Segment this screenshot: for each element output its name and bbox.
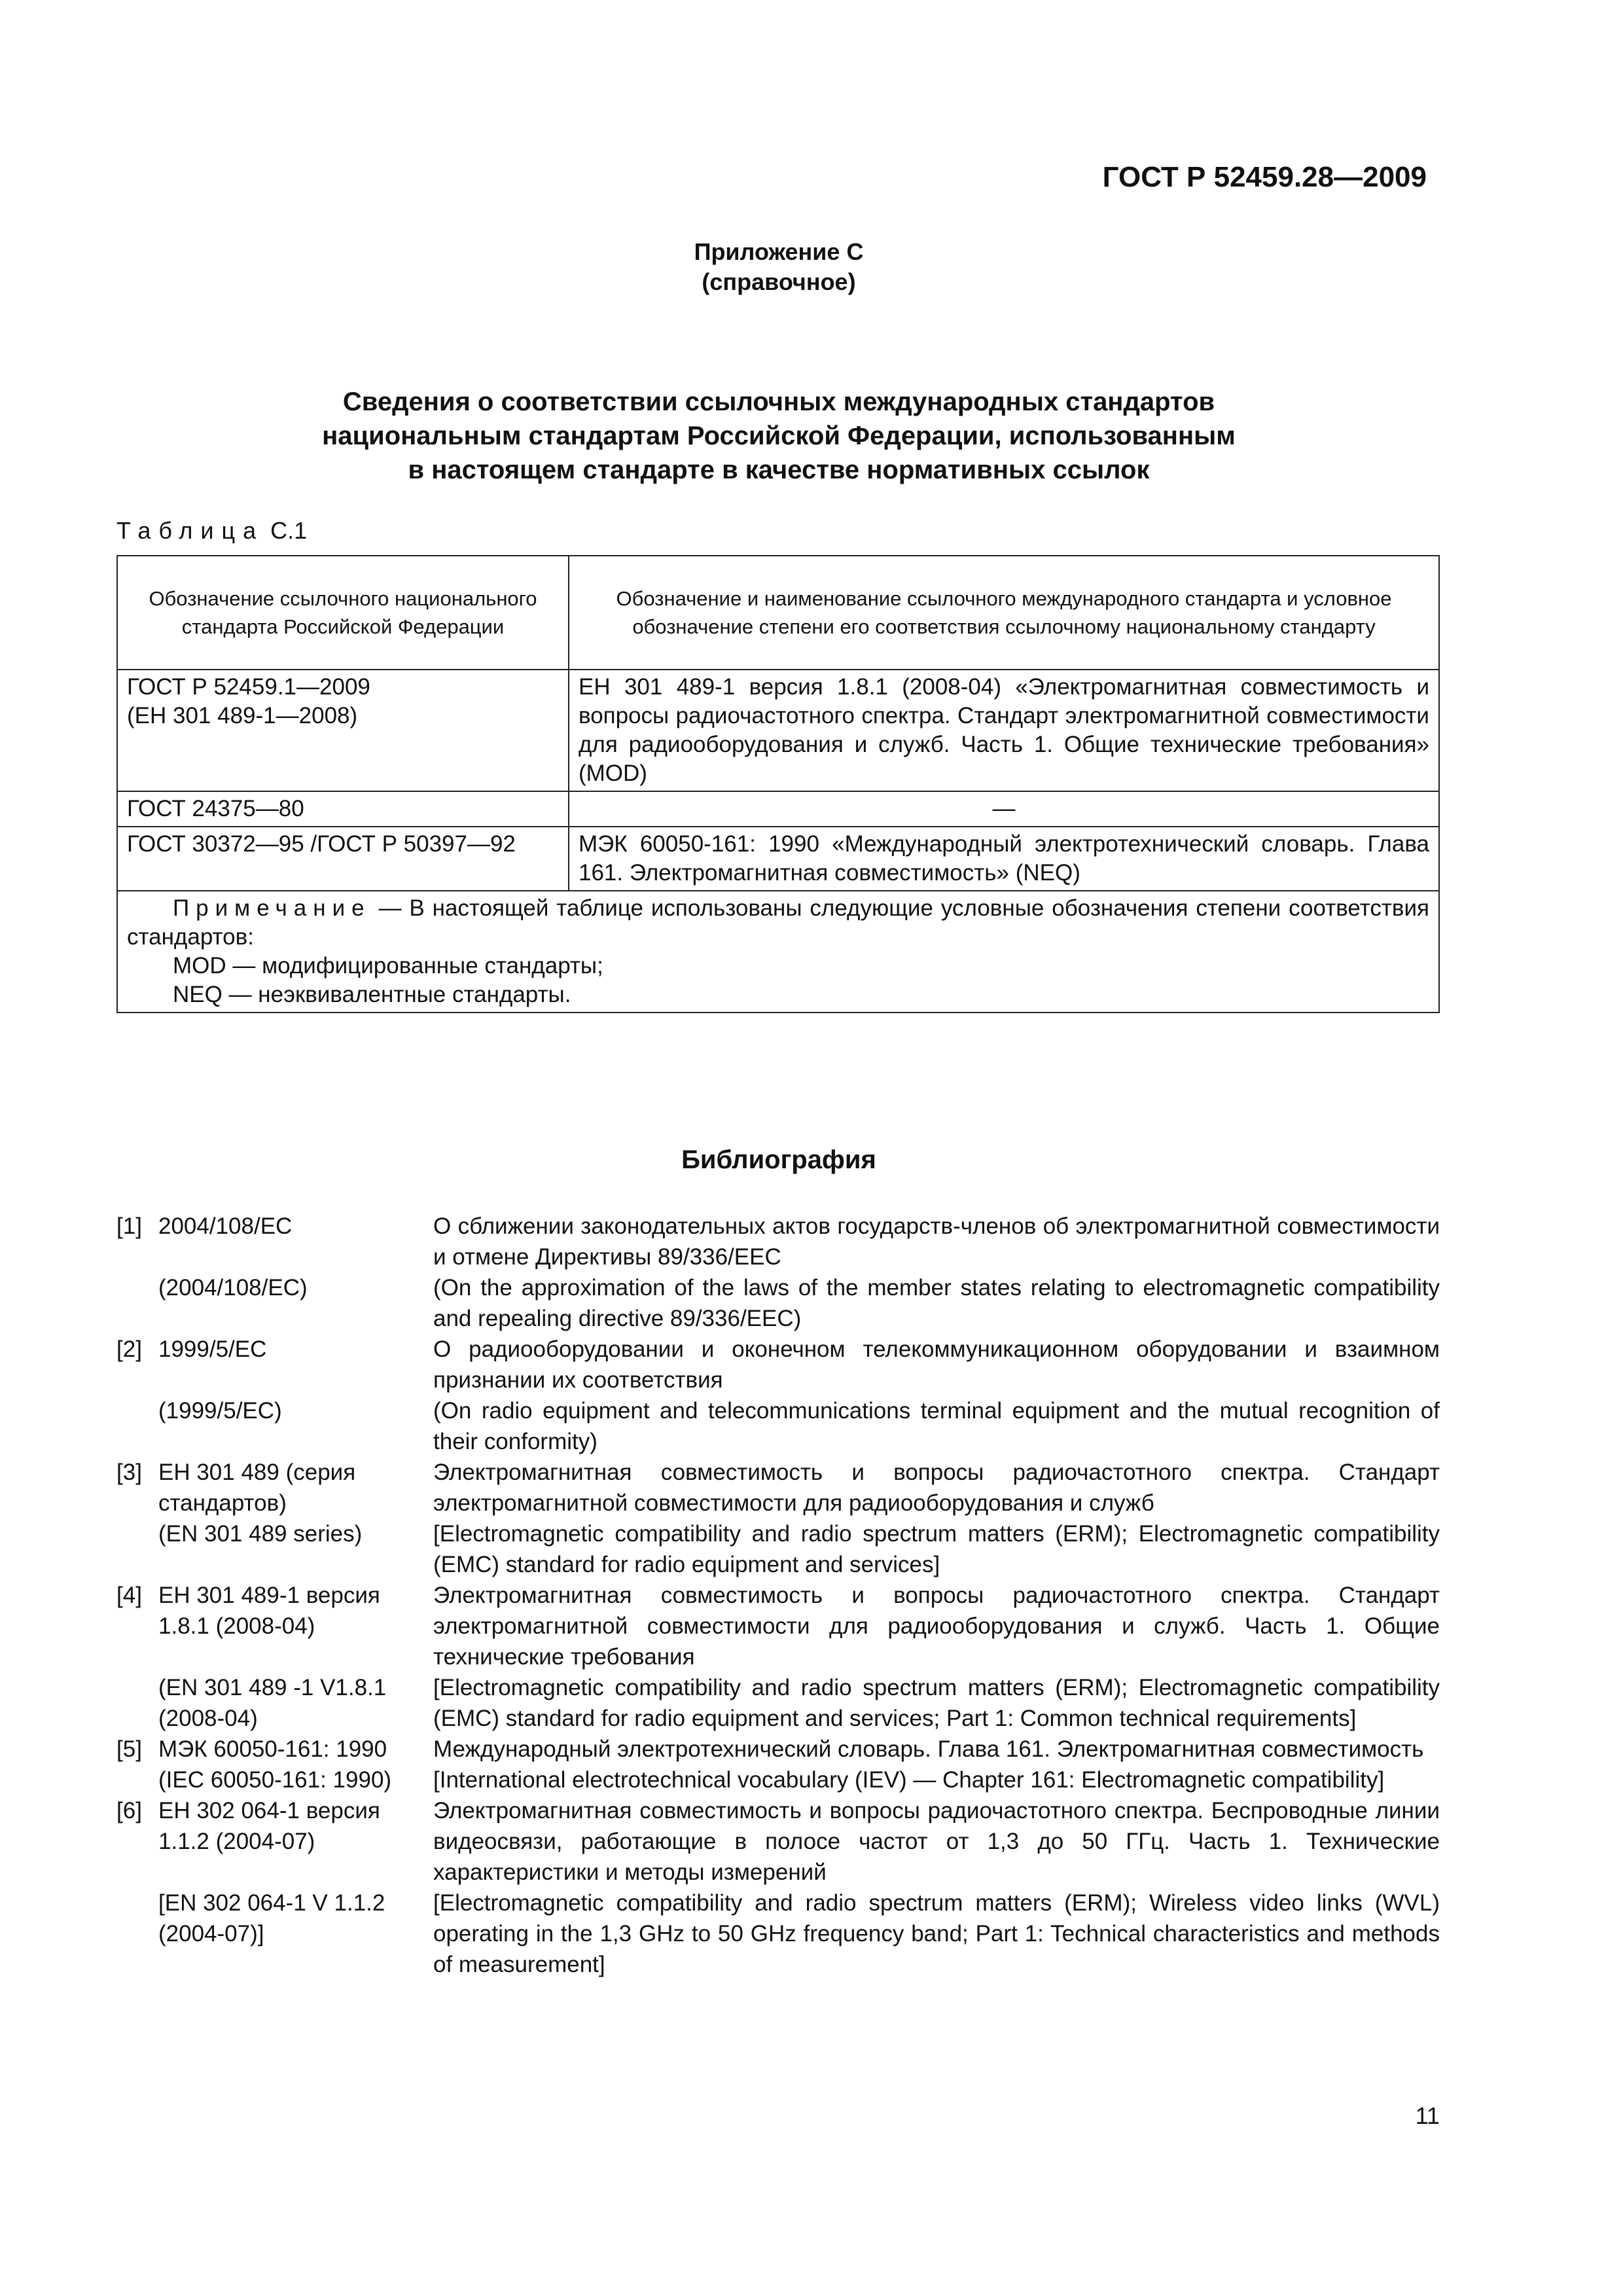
bibliography-entry-translation [116, 1272, 1440, 1334]
bib-title: Электромагнитная совместимость и вопросы радиочастотного спектра. Стандарт электромагнитной совместимости для радиооборудования и служб. Часть 1. Общие технические требования [433, 1583, 1440, 1670]
bib-number: [3] [116, 1460, 142, 1485]
note-item: MOD — модифицированные стандарты; [173, 953, 603, 978]
note-word: Примечание [173, 895, 371, 921]
bib-title-en: (On radio equipment and telecommunications terminal equipment and the mutual recognition of their conformity) [433, 1398, 1440, 1454]
bibliography-entry-translation [116, 1765, 1440, 1795]
bib-number: [6] [116, 1798, 142, 1823]
appendix-heading [0, 237, 1558, 297]
bib-title: Электромагнитная совместимость и вопросы радиочастотного спектра. Стандарт электромагнитной совместимости для радиооборудования и служб [433, 1460, 1440, 1516]
bib-title: О сближении законодательных актов государств-членов об электромагнитной совместимости и отмене Директивы 89/336/ЕЕС [433, 1213, 1440, 1270]
bib-code: 1999/5/ЕС [158, 1336, 267, 1362]
national-standard-cell [117, 670, 569, 791]
bibliography-entry [116, 1211, 1440, 1272]
section-title-line: в настоящем стандарте в качестве нормативных ссылок [408, 456, 1150, 484]
bib-code-en: (EN 301 489 -1 V1.8.1 (2008-04) [158, 1675, 387, 1731]
bibliography-entry [116, 1734, 1440, 1765]
section-title-line: Сведения о соответствии ссылочных международных стандартов [342, 387, 1215, 416]
bib-title-en: [Electromagnetic compatibility and radio spectrum matters (ERM); Wireless video links (WVL) operating in the 1,3 GHz to 50 GHz frequency band; Part 1: Technical characteristics and methods of measurement] [433, 1890, 1440, 1977]
bib-code-en: (IEC 60050-161: 1990) [158, 1767, 392, 1793]
table-row [117, 791, 1439, 827]
table-caption-number: С.1 [270, 517, 308, 544]
appendix-subtitle: (справочное) [702, 268, 856, 295]
bibliography-entry-translation [116, 1395, 1440, 1457]
bib-title-en: [Electromagnetic compatibility and radio spectrum matters (ERM); Electromagnetic compatibility (EMC) standard for radio equipment and services] [433, 1521, 1440, 1577]
bibliography-entry-translation [116, 1672, 1440, 1734]
table-caption [116, 517, 307, 545]
bib-title: Электромагнитная совместимость и вопросы радиочастотного спектра. Беспроводные линии видеосвязи, работающие в полосе частот от 1,3 до 50 ГГц. Часть 1. Технические характеристики и методы измерений [433, 1798, 1440, 1885]
bib-number: [4] [116, 1583, 142, 1608]
bib-number: [5] [116, 1736, 142, 1762]
bibliography-entry [116, 1795, 1440, 1888]
bibliography-title: Библиография [681, 1145, 876, 1174]
table-row [117, 827, 1439, 891]
national-standard-code: (ЕН 301 489-1—2008) [127, 703, 358, 728]
bib-code: ЕН 302 064-1 версия 1.1.2 (2004-07) [158, 1798, 380, 1854]
table-header-cell: Обозначение ссылочного национального стандарта Российской Федерации [117, 556, 569, 670]
bibliography-entry [116, 1457, 1440, 1518]
bib-number: [2] [116, 1336, 142, 1362]
table-note [117, 891, 1439, 1013]
document-number: ГОСТ Р 52459.28—2009 [1102, 161, 1427, 193]
national-standard-cell: ГОСТ 24375—80 [117, 791, 569, 827]
bib-code: ЕН 301 489 (серия стандартов) [158, 1460, 356, 1516]
bib-title: О радиооборудовании и оконечном телекоммуникационном оборудовании и взаимном признании их соответствия [433, 1336, 1440, 1393]
bib-title: Международный электротехнический словарь. Глава 161. Электромагнитная совместимость [433, 1736, 1424, 1762]
note-body: — В настоящей таблице использованы следующие условные обозначения степени соответствия стандартов: [127, 895, 1429, 950]
international-standard-cell: ЕН 301 489-1 версия 1.8.1 (2008-04) «Электромагнитная совместимость и вопросы радиочастотного спектра. Стандарт электромагнитной совместимости для радиооборудования и служб. Часть 1. Общие технические требования» (MOD) [569, 670, 1439, 791]
bib-code: МЭК 60050-161: 1990 [158, 1736, 387, 1762]
bib-code-en: (1999/5/EC) [158, 1398, 282, 1424]
national-standard-code: ГОСТ Р 52459.1—2009 [127, 674, 370, 700]
note-text [127, 894, 1429, 952]
national-standard-cell: ГОСТ 30372—95 /ГОСТ Р 50397—92 [117, 827, 569, 891]
international-standard-cell: МЭК 60050-161: 1990 «Международный электротехнический словарь. Глава 161. Электромагнитная совместимость» (NEQ) [569, 827, 1439, 891]
bib-code: ЕН 301 489-1 версия 1.8.1 (2008-04) [158, 1583, 380, 1639]
section-title-line: национальным стандартам Российской Федерации, использованным [322, 422, 1236, 450]
bib-number: [1] [116, 1213, 142, 1239]
table-header-cell: Обозначение и наименование ссылочного международного стандарта и условное обозначение степени его соответствия ссылочному национальному стандарту [569, 556, 1439, 670]
bib-code-en: (2004/108/EC) [158, 1275, 308, 1300]
bib-title-en: (On the approximation of the laws of the member states relating to electromagnetic compatibility and repealing directive 89/336/EEC) [433, 1275, 1440, 1331]
correspondence-table [116, 555, 1440, 1013]
table-header-row [117, 556, 1439, 670]
bib-title-en: [Electromagnetic compatibility and radio spectrum matters (ERM); Electromagnetic compatibility (EMC) standard for radio equipment and services; Part 1: Common technical requirements] [433, 1675, 1440, 1731]
bibliography-list [116, 1211, 1440, 1980]
bibliography-entry-translation [116, 1518, 1440, 1580]
table-caption-word: Таблица [116, 517, 264, 544]
bib-code: 2004/108/ЕС [158, 1213, 293, 1239]
bibliography-entry-translation [116, 1888, 1440, 1980]
note-item: NEQ — неэквивалентные стандарты. [173, 982, 571, 1007]
page-number: 11 [1415, 2102, 1440, 2129]
table-note-row [117, 891, 1439, 1013]
international-standard-cell: — [569, 791, 1439, 827]
section-title [0, 385, 1558, 487]
appendix-title: Приложение С [694, 238, 864, 265]
bib-code-en: (EN 301 489 series) [158, 1521, 363, 1547]
bib-code-en: [EN 302 064-1 V 1.1.2 (2004-07)] [158, 1890, 385, 1946]
bibliography-entry [116, 1334, 1440, 1395]
bib-title-en: [International electrotechnical vocabulary (IEV) — Chapter 161: Electromagnetic compatibility] [433, 1767, 1385, 1793]
table-row [117, 670, 1439, 791]
bibliography-entry [116, 1580, 1440, 1672]
